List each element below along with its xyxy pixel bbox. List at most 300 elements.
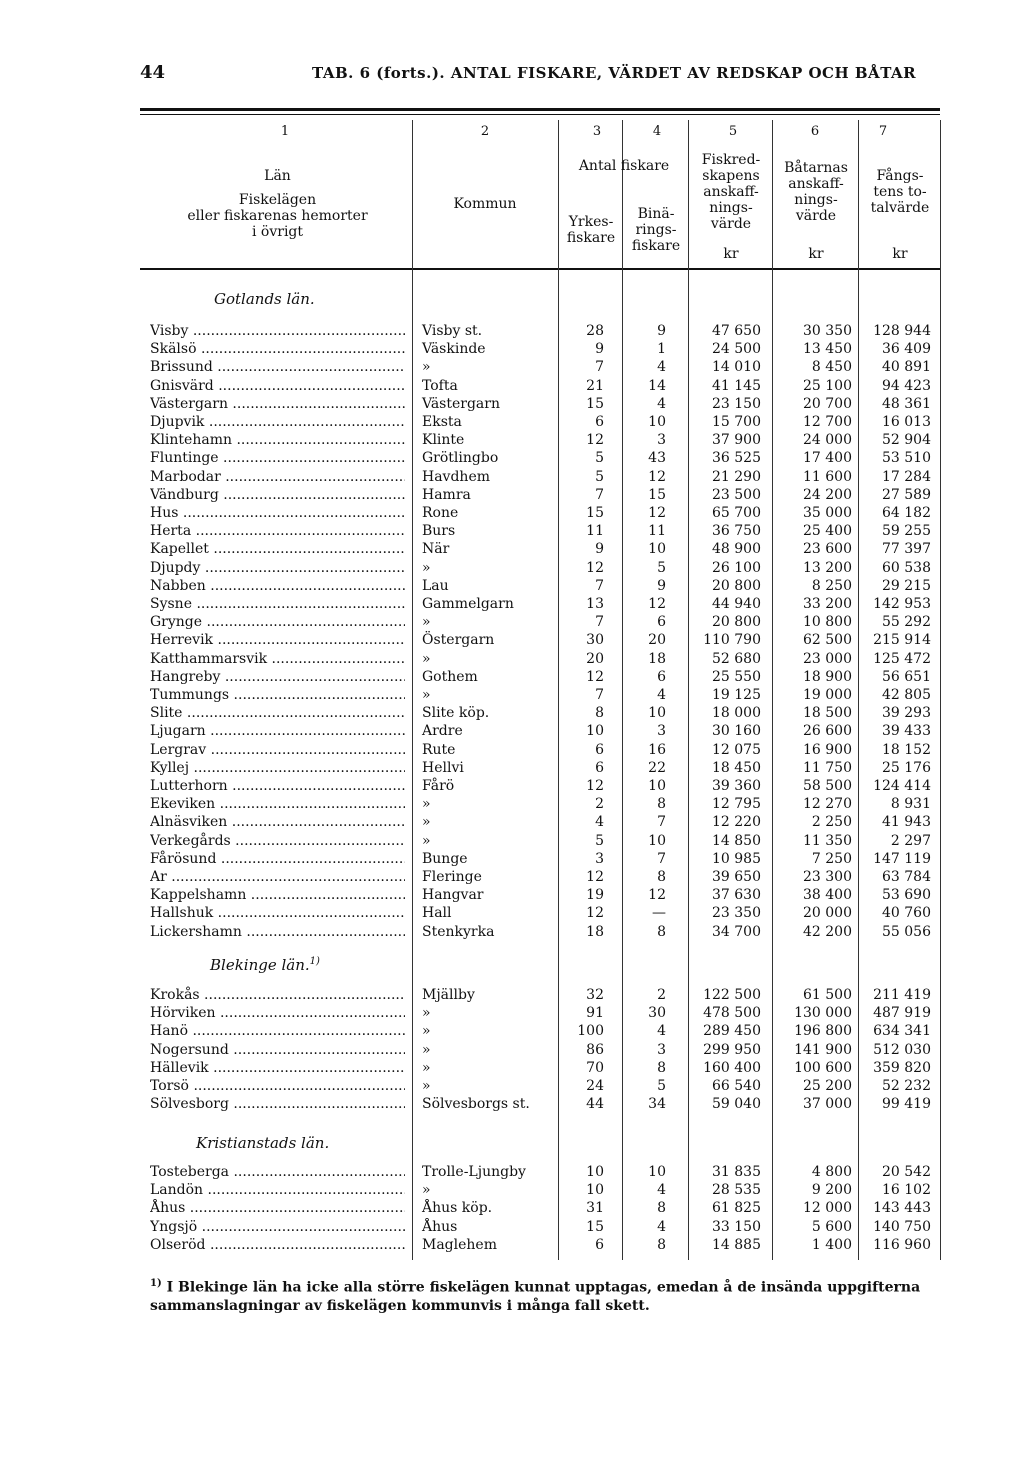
table-cell: 39 360 <box>712 778 761 794</box>
table-row <box>0 504 1024 522</box>
table-cell: 28 535 <box>712 1182 761 1199</box>
table-cell: Skälsö ..... <box>150 340 405 358</box>
column-number: 7 <box>878 124 888 139</box>
table-row <box>0 986 1024 1004</box>
table-row <box>0 1236 1024 1254</box>
table-cell: 8 <box>657 796 666 813</box>
table-cell: Västergarn ..... <box>150 395 405 413</box>
table-cell: Slite ..... <box>150 704 405 722</box>
table-cell: 124 414 <box>873 778 931 794</box>
table-cell: 62 500 <box>803 632 852 649</box>
table-cell: 24 200 <box>803 486 852 503</box>
column-number: 3 <box>592 124 602 139</box>
table-cell: 211 419 <box>873 987 931 1003</box>
table-cell: 2 297 <box>890 832 931 849</box>
table-cell: 8 250 <box>811 577 852 594</box>
table-cell: 11 <box>586 523 604 540</box>
table-cell: 122 500 <box>703 987 761 1003</box>
table-cell: Marbodar ..... <box>150 468 405 486</box>
table-cell: 20 800 <box>712 614 761 631</box>
table-cell: Trolle-Ljungby <box>422 1164 526 1180</box>
table-cell: 10 <box>586 723 604 740</box>
column-number: 4 <box>652 124 662 139</box>
table-cell: Havdhem <box>422 468 491 485</box>
table-cell: 10 <box>648 541 666 558</box>
table-cell: Nabben ..... <box>150 577 405 595</box>
table-cell: Olseröd ..... <box>150 1236 405 1254</box>
table-cell: 10 <box>648 705 666 722</box>
table-cell: 43 <box>648 450 666 467</box>
table-cell: 29 215 <box>882 577 931 594</box>
table-cell: Hellvi <box>422 759 464 776</box>
table-cell: » <box>422 614 431 631</box>
table-cell: 3 <box>657 723 666 740</box>
table-cell: 33 150 <box>712 1218 761 1235</box>
table-cell: 94 423 <box>882 377 931 394</box>
table-cell: 110 790 <box>703 632 761 649</box>
table-cell: 35 000 <box>803 505 852 521</box>
unit-kr: kr <box>723 246 739 262</box>
table-cell: 12 220 <box>712 814 761 831</box>
table-cell: Hanö ..... <box>150 1022 405 1040</box>
table-cell: 37 000 <box>803 1096 852 1113</box>
table-row <box>0 1022 1024 1040</box>
table-cell: 4 <box>657 1182 666 1199</box>
table-row <box>0 904 1024 922</box>
table-cell: 4 <box>657 395 666 412</box>
table-cell: 1 <box>657 341 666 358</box>
table-row <box>0 431 1024 449</box>
table-cell: 6 <box>657 614 666 631</box>
unit-kr: kr <box>892 246 908 262</box>
table-cell: 512 030 <box>873 1041 931 1058</box>
table-cell: Bunge <box>422 850 468 867</box>
footnote <box>150 1275 950 1315</box>
table-cell: 359 820 <box>873 1059 931 1076</box>
table-cell: Ar ..... <box>150 868 405 886</box>
section-heading: Gotlands län. <box>214 290 315 308</box>
table-cell: 26 600 <box>803 723 852 740</box>
table-row <box>0 923 1024 941</box>
table-cell: 42 805 <box>882 687 931 703</box>
table-row <box>0 1059 1024 1077</box>
table-cell: 10 <box>648 832 666 849</box>
table-cell: 16 102 <box>882 1182 931 1199</box>
table-cell: Mjällby <box>422 987 475 1003</box>
table-cell: 25 176 <box>882 759 931 776</box>
table-cell: 14 885 <box>712 1236 761 1253</box>
header-fangst-varde: Fångs- tens to- talvärde <box>870 168 930 216</box>
table-cell: 5 600 <box>811 1218 852 1235</box>
table-cell: 11 350 <box>803 832 852 849</box>
table-row <box>0 795 1024 813</box>
table-cell: 20 800 <box>712 577 761 594</box>
section-heading: Kristianstads län. <box>196 1134 330 1152</box>
table-cell: 196 800 <box>794 1023 852 1040</box>
table-cell: 6 <box>657 668 666 685</box>
table-cell: 66 540 <box>712 1078 761 1094</box>
table-cell: 25 400 <box>803 523 852 540</box>
table-cell: 23 500 <box>712 486 761 503</box>
table-cell: Maglehem <box>422 1236 497 1253</box>
top-rule-thin <box>140 114 940 115</box>
table-cell: 128 944 <box>873 323 931 339</box>
table-cell: Burs <box>422 523 456 540</box>
table-row <box>0 631 1024 649</box>
table-cell: Lau <box>422 577 449 594</box>
table-cell: Herrevik ..... <box>150 631 405 649</box>
table-row <box>0 613 1024 631</box>
table-cell: 39 433 <box>882 723 931 740</box>
table-cell: 65 700 <box>712 505 761 521</box>
table-cell: » <box>422 1023 431 1040</box>
table-cell: » <box>422 1078 431 1094</box>
table-cell: Landön ..... <box>150 1181 405 1199</box>
table-cell: 10 800 <box>803 614 852 631</box>
table-cell: 10 985 <box>712 850 761 867</box>
table-row <box>0 759 1024 777</box>
table-cell: Visby ..... <box>150 322 405 340</box>
table-cell: 2 250 <box>811 814 852 831</box>
table-cell: 20 000 <box>803 905 852 922</box>
table-cell: 12 <box>586 869 604 885</box>
table-row <box>0 850 1024 868</box>
table-cell: 3 <box>657 432 666 449</box>
table-row <box>0 413 1024 431</box>
table-cell: 12 <box>648 468 666 485</box>
table-row <box>0 1181 1024 1199</box>
table-cell: 100 <box>577 1023 604 1040</box>
table-cell: Ardre <box>422 723 463 740</box>
table-cell: 12 700 <box>803 414 852 430</box>
table-cell: 8 <box>657 1200 666 1217</box>
table-cell: 4 <box>657 687 666 703</box>
table-cell: 10 <box>586 1182 604 1199</box>
table-cell: 15 <box>586 395 604 412</box>
table-cell: 9 <box>595 541 604 558</box>
table-cell: » <box>422 559 431 576</box>
table-row <box>0 868 1024 886</box>
table-cell: Verkegårds ..... <box>150 832 405 850</box>
table-cell: 12 795 <box>712 796 761 813</box>
table-cell: Åhus köp. <box>422 1200 493 1217</box>
table-cell: 12 270 <box>803 796 852 813</box>
table-cell: 6 <box>595 759 604 776</box>
table-cell: 52 904 <box>882 432 931 449</box>
table-cell: 41 943 <box>882 814 931 831</box>
table-row <box>0 1041 1024 1059</box>
table-cell: Lickershamn ..... <box>150 923 405 941</box>
table-cell: Kyllej ..... <box>150 759 405 777</box>
table-row <box>0 522 1024 540</box>
table-cell: » <box>422 796 431 813</box>
table-cell: 11 <box>648 523 666 540</box>
table-cell: 39 650 <box>712 869 761 885</box>
footnote-text: I Blekinge län ha icke alla större fiskelägen kunnat upptagas, emedan å de insända uppgifterna sammanslagningar av fiskelägen kommunvis i många fall skett. <box>150 1279 921 1314</box>
table-cell: 12 <box>648 887 666 904</box>
header-kommun: Kommun <box>453 196 517 212</box>
table-row <box>0 1077 1024 1095</box>
table-cell: 24 500 <box>712 341 761 358</box>
table-cell: 63 784 <box>882 869 931 885</box>
page-title: TAB. 6 (forts.). ANTAL FISKARE, VÄRDET AV REDSKAP OCH BÅTAR <box>312 64 917 82</box>
table-cell: 40 760 <box>882 905 931 922</box>
table-row <box>0 340 1024 358</box>
table-cell: 18 500 <box>803 705 852 722</box>
table-cell: 18 450 <box>712 759 761 776</box>
page-number: 44 <box>140 62 166 83</box>
table-cell: Östergarn <box>422 632 495 649</box>
table-cell: 12 <box>586 778 604 794</box>
table-cell: 20 542 <box>882 1164 931 1180</box>
table-cell: Hangreby ..... <box>150 668 405 686</box>
table-cell: 634 341 <box>873 1023 931 1040</box>
table-cell: 10 <box>648 778 666 794</box>
table-cell: När <box>422 541 450 558</box>
table-cell: Hällevik ..... <box>150 1059 405 1077</box>
table-cell: Torsö ..... <box>150 1077 405 1095</box>
table-row <box>0 813 1024 831</box>
table-cell: 7 <box>595 577 604 594</box>
table-row <box>0 358 1024 376</box>
table-cell: 10 <box>648 1164 666 1180</box>
table-cell: 478 500 <box>703 1005 761 1022</box>
table-cell: 487 919 <box>873 1005 931 1022</box>
table-cell: 5 <box>657 559 666 576</box>
table-cell: » <box>422 359 431 376</box>
table-cell: 8 <box>657 1059 666 1076</box>
table-cell: 15 <box>648 486 666 503</box>
table-cell: 15 <box>586 1218 604 1235</box>
table-cell: » <box>422 832 431 849</box>
header-antal-fiskare: Antal fiskare <box>578 158 670 174</box>
table-cell: 7 <box>595 359 604 376</box>
table-cell: 26 100 <box>712 559 761 576</box>
table-cell: 16 <box>648 741 666 758</box>
table-cell: 61 825 <box>712 1200 761 1217</box>
table-cell: 59 255 <box>882 523 931 540</box>
table-cell: 30 350 <box>803 323 852 339</box>
table-cell: 99 419 <box>882 1096 931 1113</box>
table-cell: 16 900 <box>803 741 852 758</box>
table-cell: » <box>422 1059 431 1076</box>
table-cell: 23 600 <box>803 541 852 558</box>
top-rule <box>140 108 940 111</box>
table-cell: 38 400 <box>803 887 852 904</box>
table-cell: Djupdy ..... <box>150 559 405 577</box>
table-cell: 7 <box>595 614 604 631</box>
table-cell: 23 150 <box>712 395 761 412</box>
table-cell: Krokås ..... <box>150 986 405 1004</box>
table-cell: Djupvik ..... <box>150 413 405 431</box>
table-cell: Hus ..... <box>150 504 405 522</box>
table-cell: Kappelshamn ..... <box>150 886 405 904</box>
table-cell: 60 538 <box>882 559 931 576</box>
table-cell: 18 <box>586 923 604 940</box>
table-cell: 52 680 <box>712 650 761 667</box>
table-cell: 28 <box>586 323 604 339</box>
table-cell: 9 <box>657 323 666 339</box>
table-cell: 8 <box>595 705 604 722</box>
table-cell: 48 900 <box>712 541 761 558</box>
table-cell: 14 850 <box>712 832 761 849</box>
table-cell: 17 400 <box>803 450 852 467</box>
table-cell: 31 <box>586 1200 604 1217</box>
table-cell: » <box>422 1182 431 1199</box>
table-cell: Rone <box>422 505 459 521</box>
header-binaringsfiskare: Binä- rings- fiskare <box>631 206 681 254</box>
table-cell: Yngsjö ..... <box>150 1218 405 1236</box>
table-cell: Grötlingbo <box>422 450 499 467</box>
table-cell: 11 750 <box>803 759 852 776</box>
table-cell: 12 <box>586 559 604 576</box>
table-cell: 44 <box>586 1096 604 1113</box>
table-cell: 33 200 <box>803 596 852 612</box>
table-row <box>0 1004 1024 1022</box>
table-cell: 19 125 <box>712 687 761 703</box>
table-cell: 16 013 <box>882 414 931 430</box>
table-row <box>0 886 1024 904</box>
table-cell: 12 075 <box>712 741 761 758</box>
table-row <box>0 832 1024 850</box>
table-cell: 215 914 <box>873 632 931 649</box>
table-cell: 18 <box>648 650 666 667</box>
table-row <box>0 540 1024 558</box>
table-cell: 8 <box>657 923 666 940</box>
table-cell: 5 <box>595 832 604 849</box>
table-cell: 19 <box>586 887 604 904</box>
table-cell: 7 <box>595 687 604 703</box>
table-cell: 22 <box>648 759 666 776</box>
table-cell: 143 443 <box>873 1200 931 1217</box>
table-cell: 53 510 <box>882 450 931 467</box>
table-cell: — <box>652 905 666 922</box>
table-cell: 42 200 <box>803 923 852 940</box>
table-row <box>0 395 1024 413</box>
table-cell: 53 690 <box>882 887 931 904</box>
table-cell: 30 <box>586 632 604 649</box>
table-cell: 125 472 <box>873 650 931 667</box>
footnote-mark: 1) <box>309 956 320 967</box>
table-cell: 147 119 <box>873 850 931 867</box>
table-cell: Vändburg ..... <box>150 486 405 504</box>
table-cell: 9 200 <box>811 1182 852 1199</box>
table-cell: 11 600 <box>803 468 852 485</box>
table-cell: 31 835 <box>712 1164 761 1180</box>
table-cell: 41 145 <box>712 377 761 394</box>
table-cell: 12 <box>648 505 666 521</box>
table-cell: Ekeviken ..... <box>150 795 405 813</box>
unit-kr: kr <box>808 246 824 262</box>
table-cell: 160 400 <box>703 1059 761 1076</box>
column-number: 2 <box>480 124 490 139</box>
table-cell: 4 <box>595 814 604 831</box>
table-cell: 30 <box>648 1005 666 1022</box>
table-cell: Grynge ..... <box>150 613 405 631</box>
table-cell: 14 010 <box>712 359 761 376</box>
table-cell: 13 <box>586 596 604 612</box>
table-cell: 13 200 <box>803 559 852 576</box>
table-cell: 14 <box>648 377 666 394</box>
table-cell: 141 900 <box>794 1041 852 1058</box>
table-cell: » <box>422 650 431 667</box>
table-cell: Klinte <box>422 432 465 449</box>
table-cell: Fårösund ..... <box>150 850 405 868</box>
table-cell: 20 700 <box>803 395 852 412</box>
table-row <box>0 486 1024 504</box>
table-cell: 12 <box>648 596 666 612</box>
table-cell: Ljugarn ..... <box>150 722 405 740</box>
table-cell: 44 940 <box>712 596 761 612</box>
table-cell: 5 <box>657 1078 666 1094</box>
table-cell: 289 450 <box>703 1023 761 1040</box>
table-cell: 23 350 <box>712 905 761 922</box>
table-cell: Slite köp. <box>422 705 490 722</box>
table-row <box>0 1163 1024 1181</box>
table-cell: 6 <box>595 414 604 430</box>
footnote-mark: 1) <box>150 1278 162 1289</box>
table-cell: 59 040 <box>712 1096 761 1113</box>
table-cell: Hangvar <box>422 887 484 904</box>
table-cell: » <box>422 814 431 831</box>
table-cell: 12 <box>586 905 604 922</box>
table-cell: 12 000 <box>803 1200 852 1217</box>
table-cell: 142 953 <box>873 596 931 612</box>
table-cell: Hamra <box>422 486 471 503</box>
table-cell: 36 750 <box>712 523 761 540</box>
table-cell: Hörviken ..... <box>150 1004 405 1022</box>
table-cell: 15 700 <box>712 414 761 430</box>
table-cell: 32 <box>586 987 604 1003</box>
table-cell: 21 <box>586 377 604 394</box>
table-cell: 10 <box>586 1164 604 1180</box>
table-cell: 7 <box>595 486 604 503</box>
table-cell: 27 589 <box>882 486 931 503</box>
table-cell: Gammelgarn <box>422 596 514 612</box>
table-cell: Åhus ..... <box>150 1199 405 1217</box>
table-row <box>0 741 1024 759</box>
table-cell: Tosteberga ..... <box>150 1163 405 1181</box>
table-row <box>0 1095 1024 1113</box>
table-cell: 2 <box>657 987 666 1003</box>
table-cell: 1 400 <box>811 1236 852 1253</box>
table-cell: 86 <box>586 1041 604 1058</box>
table-row <box>0 577 1024 595</box>
header-lan: Län Fiskelägen eller fiskarenas hemorter i övrigt <box>187 168 368 240</box>
table-cell: 4 <box>657 359 666 376</box>
table-cell: 40 891 <box>882 359 931 376</box>
table-cell: 5 <box>595 468 604 485</box>
table-cell: 24 <box>586 1078 604 1094</box>
table-cell: Åhus <box>422 1218 458 1235</box>
table-cell: 8 <box>657 869 666 885</box>
table-cell: Herta ..... <box>150 522 405 540</box>
table-cell: 37 630 <box>712 887 761 904</box>
table-cell: 9 <box>595 341 604 358</box>
table-cell: 8 <box>657 1236 666 1253</box>
table-cell: 9 <box>657 577 666 594</box>
table-cell: Väskinde <box>422 341 486 358</box>
table-row <box>0 322 1024 340</box>
table-cell: 140 750 <box>873 1218 931 1235</box>
table-cell: 34 <box>648 1096 666 1113</box>
table-cell: 39 293 <box>882 705 931 722</box>
table-row <box>0 468 1024 486</box>
table-cell: 15 <box>586 505 604 521</box>
table-row <box>0 1199 1024 1217</box>
table-cell: Gnisvärd ..... <box>150 377 405 395</box>
table-cell: 19 000 <box>803 687 852 703</box>
